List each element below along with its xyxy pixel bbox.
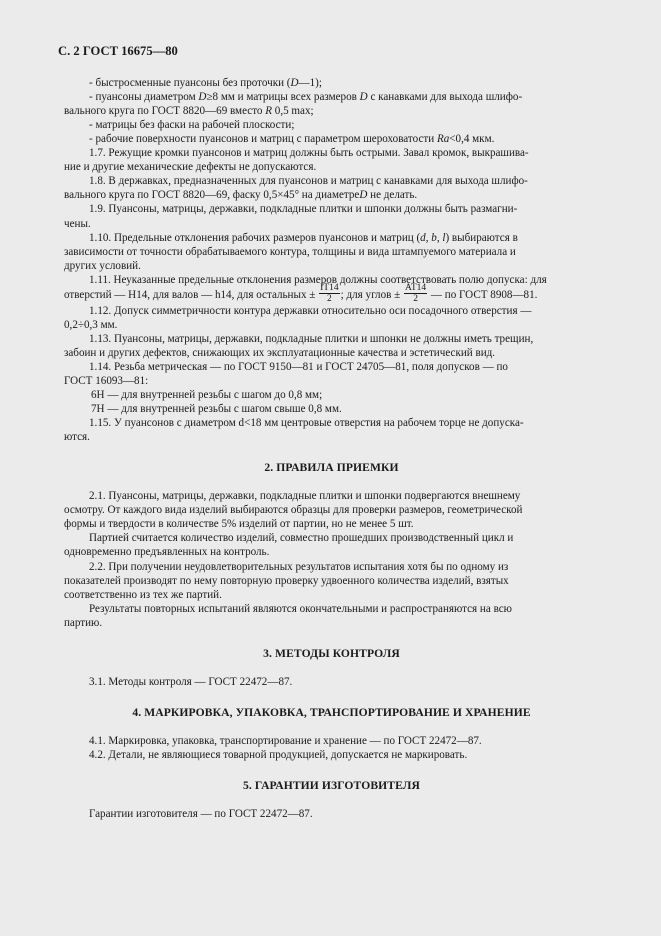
text: 0,5 max; (272, 105, 314, 118)
section-5-title: 5. ГАРАНТИИ ИЗГОТОВИТЕЛЯ (242, 778, 421, 792)
text: 1.12. Допуск симметричности контура державки относительно оси посадочного отверстия — (89, 304, 532, 317)
clause-1-14 (64, 360, 599, 388)
text: 2.2. При получении неудовлетворительных результатов испытания хотя бы по одному из (89, 560, 509, 573)
fraction-it14 (319, 283, 339, 304)
list-item: - матрицы без фаски на рабочей плоскости; (89, 119, 295, 132)
text: других условий. (64, 259, 141, 272)
text: забоин и других дефектов, снижающих их эксплуатационные качества и эстетический вид. (64, 346, 496, 359)
list-item (64, 132, 599, 146)
thread-tolerance-6h: 6Н — для внутренней резьбы с шагом до 0,8 мм; (91, 389, 323, 402)
text: 1.14. Резьба метрическая — по ГОСТ 9150—81 и ГОСТ 24705—81, поля допусков — по (89, 360, 508, 373)
text: Партией считается количество изделий, совместно прошедших производственный цикл и (89, 532, 514, 545)
text: зависимости от точности обрабатываемого контура, толщины и вида штампуемого материала и (64, 245, 516, 258)
text: l (442, 231, 446, 244)
text: - быстросменные пуансоны без проточки ( (89, 77, 291, 90)
fraction-at14 (404, 283, 427, 304)
paragraph-warranty: Гарантии изготовителя — по ГОСТ 22472—87. (89, 808, 313, 821)
clause-4-1: 4.1. Маркировка, упаковка, транспортирование и хранение — по ГОСТ 22472—87. (89, 734, 482, 747)
clause-1-7 (64, 146, 599, 174)
clause-1-9 (64, 202, 599, 230)
text: b (431, 231, 437, 244)
page-header: С. 2 ГОСТ 16675—80 (58, 44, 178, 58)
text: Ra (436, 133, 450, 146)
clause-4-2: 4.2. Детали, не являющиеся товарной продукцией, допускается не маркировать. (89, 748, 468, 761)
thread-tolerance-7h: 7Н — для внутренней резьбы с шагом свыше 0,8 мм. (91, 403, 342, 416)
clause-1-13 (64, 332, 599, 360)
text: партию. (64, 616, 103, 629)
text: ются. (64, 431, 90, 444)
text: чены. (64, 217, 91, 230)
clause-3-1: 3.1. Методы контроля — ГОСТ 22472—87. (89, 675, 293, 688)
text: показателей производят по нему повторную проверку удвоенного количества изделий, взятых (64, 574, 509, 587)
text: ние и другие механические дефекты не допускаются. (64, 161, 317, 174)
text: с канавками для выхода шлифо- (367, 91, 523, 104)
text: <0,4 мкм. (449, 133, 495, 146)
text: осмотру. От каждого вида изделий выбираются образцы для проверки размеров, геометрической (64, 504, 523, 517)
text: 1.13. Пуансоны, матрицы, державки, подкладные плитки и шпонки не должны иметь трещин, (89, 332, 534, 345)
bullet-list (64, 76, 599, 146)
clause-2-1 (64, 489, 599, 531)
text: —1); (298, 77, 322, 90)
text: ГОСТ 16093—81: (64, 374, 149, 387)
section-3-title: 3. МЕТОДЫ КОНТРОЛЯ (263, 646, 400, 660)
text: ) выбираются в (445, 231, 518, 244)
clause-1-8 (64, 174, 599, 202)
text: , (425, 231, 432, 244)
section-2-title: 2. ПРАВИЛА ПРИЕМКИ (264, 461, 399, 475)
clause-2-2 (64, 560, 599, 602)
text: одновременно предъявленных на контроль. (64, 546, 270, 559)
paragraph-results (64, 602, 599, 630)
text: отверстий — Н14, для валов — h14, для остальных ± (64, 288, 319, 301)
text: вального круга по ГОСТ 8820—69, фаску 0,5×45° на диаметре (64, 189, 360, 202)
numerator: IT14 (320, 282, 339, 293)
text: ; для углов ± (340, 288, 404, 301)
clause-1-12 (64, 304, 599, 332)
text: вального круга по ГОСТ 8820—69 вместо (64, 105, 266, 118)
section-4-title: 4. МАРКИРОВКА, УПАКОВКА, ТРАНСПОРТИРОВАНИЕ И ХРАНЕНИЕ (132, 705, 531, 719)
paragraph-batch (64, 531, 599, 559)
text: 1.10. Предельные отклонения рабочих размеров пуансонов и матриц ( (89, 231, 421, 244)
text: D (359, 189, 368, 202)
text: 1.7. Режущие кромки пуансонов и матриц должны быть острыми. Завал кромок, выкрашива- (89, 147, 529, 160)
text: - рабочие поверхности пуансонов и матриц с параметром шероховатости (89, 133, 437, 146)
denominator: 2 (327, 293, 332, 304)
clause-1-10 (64, 231, 599, 273)
text: - пуансоны диаметром (89, 91, 199, 104)
text: D (290, 77, 299, 90)
text: 1.8. В державках, предназначенных для пуансонов и матриц с канавками для выхода шлифо- (89, 175, 528, 188)
numerator: AT14 (405, 282, 427, 293)
text: R (265, 105, 273, 118)
text: d (420, 231, 426, 244)
list-item (64, 76, 599, 90)
text: — по ГОСТ 8908—81. (428, 288, 538, 301)
text: , (436, 231, 443, 244)
list-item (64, 90, 599, 118)
clause-1-15 (64, 416, 599, 444)
text: 0,2÷0,3 мм. (64, 318, 118, 331)
text: 1.9. Пуансоны, матрицы, державки, подкладные плитки и шпонки должны быть размагни- (89, 203, 518, 216)
text: 1.15. У пуансонов с диаметром d<18 мм центровые отверстия на рабочем торце не допуска- (89, 417, 524, 430)
text: Результаты повторных испытаний являются окончательными и распространяются на всю (89, 602, 512, 615)
text: не делать. (367, 189, 418, 202)
clause-1-11 (64, 273, 599, 304)
text: D (359, 91, 368, 104)
text: формы и твердости в количестве 5% изделий от партии, но не менее 5 шт. (64, 518, 414, 531)
text: 1.11. Неуказанные предельные отклонения размеров должны соответствовать полю допуска: для (89, 273, 547, 286)
text: соответственно из тех же партий. (64, 588, 222, 601)
denominator: 2 (413, 293, 418, 304)
text: ≥8 мм и матрицы всех размеров (206, 91, 360, 104)
text: D (198, 91, 207, 104)
text: 2.1. Пуансоны, матрицы, державки, подкладные плитки и шпонки подвергаются внешнему (89, 490, 521, 503)
